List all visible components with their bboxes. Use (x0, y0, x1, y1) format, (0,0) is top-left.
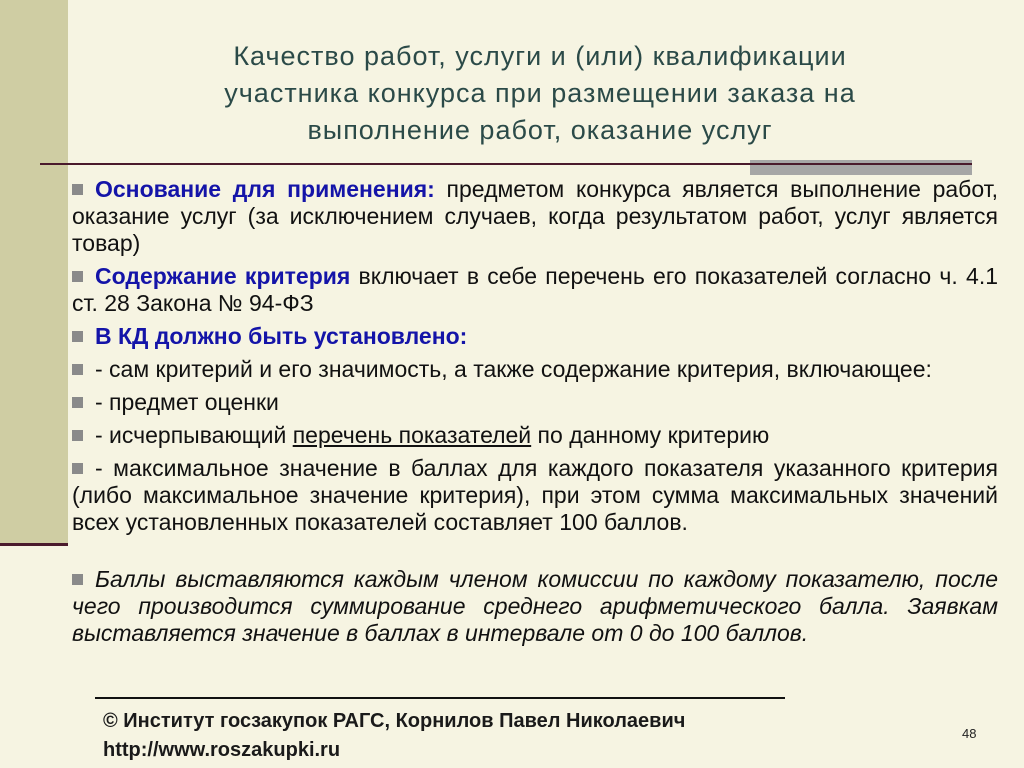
list-item-kd (72, 323, 998, 350)
item-text: предметом конкурса является выполнение работ, оказание услуг (за исключением случаев, когда результатом работ, услуг является товар) (72, 176, 998, 256)
footer-divider (95, 697, 785, 699)
underlined-phrase: перечень показателей (292, 422, 532, 448)
item-text-post: по данному критерию (531, 422, 770, 448)
list-item-max-value (72, 455, 998, 536)
keyword: В КД должно быть установлено: (95, 323, 468, 349)
square-bullet-icon (72, 331, 83, 342)
square-bullet-icon (72, 364, 83, 375)
item-text: - предмет оценки (95, 389, 279, 415)
square-bullet-icon (72, 397, 83, 408)
title-line-2: участника конкурса при размещении заказа на (224, 78, 856, 108)
slide-footer (103, 707, 685, 765)
title-divider (40, 163, 972, 165)
footer-copyright: © Институт госзакупок РАГС, Корнилов Павел Николаевич (103, 710, 686, 732)
side-divider (0, 543, 68, 546)
slide-title (110, 38, 970, 149)
item-text: - максимальное значение в баллах для каждого показателя указанного критерия (либо максимальное значение критерия), при этом сумма максимальных значений всех установленных показателей составляет 100 баллов. (72, 455, 998, 535)
keyword: Содержание критерия (95, 263, 351, 289)
footer-url[interactable]: http://www.roszakupki.ru (103, 739, 341, 761)
item-text: Баллы выставляются каждым членом комиссии по каждому показателю, после чего производится суммирование среднего арифметического балла. Заявкам выставляется значение в баллах в интервале от 0 до 100 баллов. (72, 566, 998, 646)
square-bullet-icon (72, 430, 83, 441)
square-bullet-icon (72, 463, 83, 474)
item-text: включает в себе перечень его показателей согласно ч. 4.1 ст. 28 Закона № 94-ФЗ (72, 263, 999, 316)
keyword: Основание для применения: (95, 176, 435, 202)
list-item-content (72, 263, 998, 317)
list-item-basis (72, 176, 998, 257)
list-item-indicators (72, 422, 998, 449)
square-bullet-icon (72, 184, 83, 195)
item-text-pre: - исчерпывающий (95, 422, 293, 448)
page-number: 48 (962, 726, 977, 741)
list-item-subject (72, 389, 998, 416)
square-bullet-icon (72, 574, 83, 585)
title-line-1: Качество работ, услуги и (или) квалификации (233, 41, 847, 71)
left-decor-bar (0, 0, 68, 546)
slide-body (72, 176, 998, 653)
list-item-criterion (72, 356, 998, 383)
square-bullet-icon (72, 271, 83, 282)
item-text: - сам критерий и его значимость, а также содержание критерия, включающее: (95, 356, 932, 382)
title-line-3: выполнение работ, оказание услуг (307, 115, 773, 145)
list-item-scoring (72, 566, 998, 647)
